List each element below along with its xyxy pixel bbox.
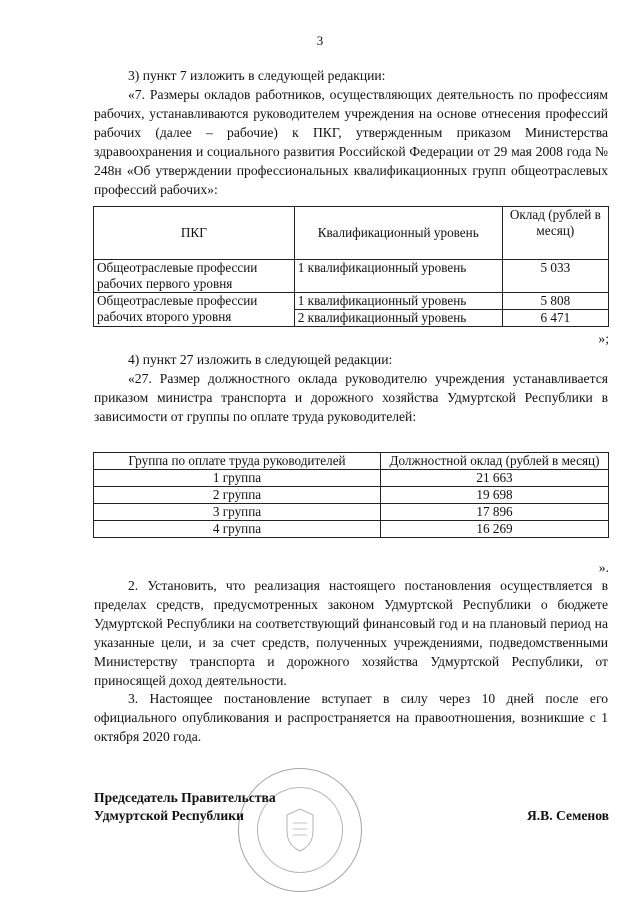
manager-salary-table: [93, 452, 609, 538]
group4: 4 группа: [94, 521, 381, 538]
header-level: Квалификационный уровень: [294, 207, 502, 260]
row2-salary: 5 808: [502, 293, 608, 310]
row1-salary: 5 033: [502, 260, 608, 293]
table-header-row: [94, 453, 609, 470]
header-pkg: ПКГ: [94, 207, 295, 260]
seal-icon: [238, 768, 362, 892]
row2-level: 1 квалификационный уровень: [294, 293, 502, 310]
table2-closing-quote: ».: [598, 560, 609, 575]
table-row: [94, 487, 609, 504]
item4-text: «27. Размер должностного оклада руководителю учреждения устанавливается приказом министра транспорта и дорожного хозяйства Удмуртской Республики в зависимости от группы по оплате труда руководителей:: [94, 371, 608, 424]
signature-name: Я.В. Семенов: [526, 808, 609, 823]
group1: 1 группа: [94, 470, 381, 487]
item3-text: «7. Размеры окладов работников, осуществляющих деятельность по профессиям рабочих, устанавливаются руководителем учреждения на основе отнесения профессий рабочих (далее – рабочие) к ПКГ, утвержденным приказом Министерства здравоохранения и социального развития Российской Федерации от 29 мая 2008 года № 248н «Об утверждении профессиональных квалификационных групп общеотраслевых профессий рабочих»:: [94, 87, 608, 197]
clause-3: 3. Настоящее постановление вступает в силу через 10 дней после его официального опубликования и распространяется на правоотношения, возникшие с 1 октября 2020 года.: [94, 691, 608, 744]
clause-2: 2. Установить, что реализация настоящего постановления осуществляется в пределах средств, предусмотренных законом Удмуртской Республики о бюджете Удмуртской Республики на соответствующий финансовый год и на плановый период на указанные цели, и за счет средств, полученных учреждениями, подведомственными Министерству транспорта и дорожного хозяйства Удмуртской Республики, от приносящей доход деятельности.: [94, 578, 608, 688]
header-manager-salary: Должностной оклад (рублей в месяц): [381, 453, 609, 470]
signature-title-line2: Удмуртской Республики: [94, 808, 244, 823]
group2: 2 группа: [94, 487, 381, 504]
table-header-row: [94, 207, 609, 260]
header-manager-group: Группа по оплате труда руководителей: [94, 453, 381, 470]
row2-group: Общеотраслевые профессии рабочих второго уровня: [94, 293, 295, 327]
salary1: 21 663: [381, 470, 609, 487]
item3-intro: 3) пункт 7 изложить в следующей редакции:: [128, 68, 386, 83]
table-row: [94, 470, 609, 487]
row1-level: 1 квалификационный уровень: [294, 260, 502, 293]
item4-intro: 4) пункт 27 изложить в следующей редакции:: [128, 352, 393, 367]
table1-closing-quote: »;: [598, 331, 609, 346]
page-number: 3: [316, 33, 324, 48]
row1-group: Общеотраслевые профессии рабочих первого уровня: [94, 260, 295, 293]
table-row: [94, 504, 609, 521]
salary3: 17 896: [381, 504, 609, 521]
table-row: [94, 260, 609, 293]
table-row: [94, 293, 609, 310]
group3: 3 группа: [94, 504, 381, 521]
row3-level: 2 квалификационный уровень: [294, 310, 502, 327]
table-row: [94, 521, 609, 538]
salary4: 16 269: [381, 521, 609, 538]
row3-salary: 6 471: [502, 310, 608, 327]
salary2: 19 698: [381, 487, 609, 504]
qualification-table: [93, 206, 609, 327]
signature-title-line1: Председатель Правительства: [94, 790, 276, 805]
header-salary: Оклад (рублей в месяц): [502, 207, 608, 260]
